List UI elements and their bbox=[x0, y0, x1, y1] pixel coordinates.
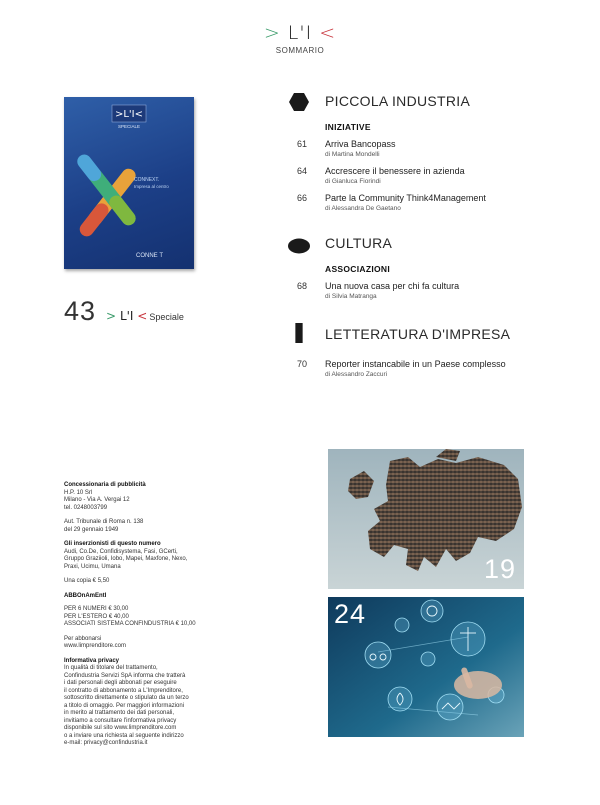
advertisers-block: Gli inserzionisti di questo numero Audi, Co.De, Confidisystema, Fasi, GCerti, Gruppo Graziioli, Iobo, Mapei, Maxfone, Nexo, Praxi, Ucimu, Umana bbox=[64, 541, 188, 570]
issue-special: Speciale bbox=[149, 312, 184, 322]
court-block: Aut. Tribunale di Roma n. 138 del 29 gennaio 1949 bbox=[64, 519, 144, 533]
entry-author: di Silvia Matranga bbox=[325, 293, 377, 300]
entry-author: di Martina Mondelli bbox=[325, 151, 380, 158]
photo-page-number: 24 bbox=[334, 599, 367, 629]
svg-text:CONNEXT.: CONNEXT. bbox=[134, 177, 160, 183]
advertising-block: Concessionaria di pubblicità H.P. 10 Srl Milano - Via A. Vergai 12 tel. 0248003799 bbox=[64, 482, 146, 511]
magazine-logo: > L'I < bbox=[263, 22, 337, 44]
entry-author: di Alessandra De Gaetano bbox=[325, 205, 401, 212]
page-title: SOMMARIO bbox=[275, 46, 325, 55]
subscribe-link[interactable]: www.limprenditore.com bbox=[64, 643, 127, 649]
svg-text:Impresa al centro: Impresa al centro bbox=[134, 184, 169, 189]
photo-tech-icons[interactable] bbox=[328, 597, 524, 737]
cover-logo: >L'I< bbox=[114, 109, 144, 120]
section-title: CULTURA bbox=[325, 235, 393, 251]
entry-title: Arriva Bancopass bbox=[325, 139, 396, 149]
entry-page: 64 bbox=[297, 166, 308, 176]
entry-title: Reporter instancabile in un Paese complesso bbox=[325, 359, 506, 369]
cover-image[interactable] bbox=[64, 97, 194, 269]
section-title: PICCOLA INDUSTRIA bbox=[325, 93, 471, 109]
masthead bbox=[0, 22, 600, 55]
ellipse-icon bbox=[288, 236, 310, 256]
issue-number: 43 bbox=[64, 296, 97, 326]
bar-icon bbox=[288, 323, 310, 343]
entry-page: 66 bbox=[297, 193, 308, 203]
entry-page: 61 bbox=[297, 139, 308, 149]
issue-label bbox=[64, 296, 184, 327]
entry-author: di Alessandro Zaccuri bbox=[325, 371, 388, 378]
section-title: LETTERATURA D'IMPRESA bbox=[325, 326, 511, 342]
photo-europe-crowd[interactable] bbox=[328, 449, 524, 589]
entry-page: 70 bbox=[297, 359, 308, 369]
entry-title: Una nuova casa per chi fa cultura bbox=[325, 281, 460, 291]
entry-title: Parte la Community Think4Management bbox=[325, 193, 486, 203]
privacy-block: Informativa privacy In qualità di titolare del trattamento, Confindustria Servizi SpA informa che tratterà i dati personali degli abbonati per eseguire il contratto di abbonamento a L'Imprenditore, sottoscritto direttamente o stipulato da un terzo a titolo di omaggio. Per maggiori informazioni in merito al trattamento dei dati personali, invitiamo a consultare l'informativa privacy disponibile sul sito www.limprenditore.com o a inviare una richiesta al seguente indirizzo e-mail: privacy@confindustria.it bbox=[64, 657, 189, 746]
subscribe-block: Per abbonarsi www.limprenditore.com bbox=[64, 636, 254, 651]
subsection-title: INIZIATIVE bbox=[325, 122, 371, 132]
entry-title: Accrescere il benessere in azienda bbox=[325, 166, 465, 176]
subscriptions-block: ABBOnAmEntI PER 6 NUMERI € 30,00 PER L'ESTERO € 40,00 ASSOCIATI SISTEMA CONFINDUSTRIA € 10,00 bbox=[64, 592, 196, 627]
entry-author: di Gianluca Fiorindi bbox=[325, 178, 381, 185]
issue-logo: > L'I < bbox=[106, 309, 148, 323]
cover-artwork bbox=[64, 97, 194, 269]
hexagon-icon bbox=[288, 92, 310, 112]
photo-page-number: 19 bbox=[483, 554, 516, 584]
entry-page: 68 bbox=[297, 281, 308, 291]
cover-special: SPECIALE bbox=[117, 124, 141, 129]
copy-price: Una copia € 5,50 bbox=[64, 578, 110, 584]
svg-text:CONNE T: CONNE T bbox=[136, 253, 163, 259]
colophon bbox=[64, 482, 254, 755]
subsection-title: ASSOCIAZIONI bbox=[325, 264, 390, 274]
